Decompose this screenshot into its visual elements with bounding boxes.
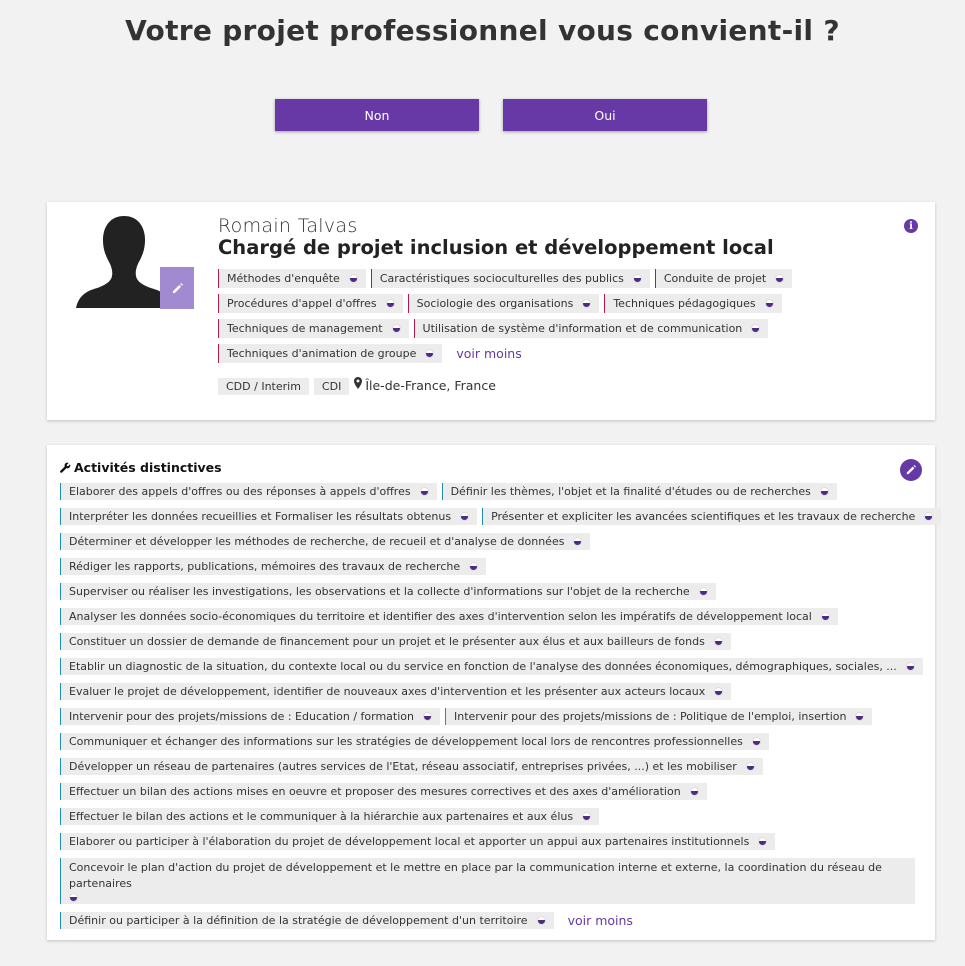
skills-row bbox=[218, 344, 898, 363]
activity-tag[interactable]: Elaborer ou participer à l'élaboration du projet de développement local et apporter un appui aux partenaires institutionnels bbox=[60, 833, 775, 850]
info-icon[interactable]: i bbox=[904, 219, 918, 233]
activity-tag[interactable]: Etablir un diagnostic de la situation, du contexte local ou du service en fonction de l'analyse des données économiques, démographiques, sociales, ... bbox=[60, 658, 923, 675]
activity-row bbox=[60, 758, 920, 775]
level-icon bbox=[821, 612, 830, 621]
activity-tag[interactable]: Développer un réseau de partenaires (autres services de l'Etat, réseau associatif, entreprises privées, ...) et les mobiliser bbox=[60, 758, 763, 775]
activity-row bbox=[60, 658, 920, 675]
skill-tag[interactable]: Techniques d'animation de groupe bbox=[218, 344, 442, 363]
level-icon bbox=[690, 787, 699, 796]
level-icon bbox=[714, 687, 723, 696]
activity-tag[interactable]: Effectuer le bilan des actions et le communiquer à la hiérarchie aux partenaires et aux élus bbox=[60, 808, 599, 825]
activity-row bbox=[60, 808, 920, 825]
pencil-icon bbox=[172, 283, 183, 294]
level-icon bbox=[460, 512, 469, 521]
activity-row bbox=[60, 508, 920, 525]
activity-row bbox=[60, 833, 920, 850]
profile-card bbox=[47, 202, 935, 420]
project-question: Votre projet professionnel vous convient-il ? bbox=[125, 14, 840, 47]
level-icon bbox=[775, 274, 784, 283]
level-icon bbox=[765, 299, 774, 308]
skills-row bbox=[218, 269, 898, 288]
activity-tag[interactable]: Définir les thèmes, l'objet et la finalité d'études ou de recherches bbox=[442, 483, 837, 500]
activity-tag[interactable]: Déterminer et développer les méthodes de recherche, de recueil et d'analyse de données bbox=[60, 533, 590, 550]
activity-row bbox=[60, 683, 920, 700]
level-icon bbox=[746, 762, 755, 771]
skill-tag[interactable]: Procédures d'appel d'offres bbox=[218, 294, 403, 313]
skill-tag[interactable]: Sociologie des organisations bbox=[408, 294, 600, 313]
level-icon bbox=[69, 893, 78, 902]
activities-see-less-link[interactable]: voir moins bbox=[567, 913, 633, 928]
activity-tag[interactable]: Elaborer des appels d'offres ou des réponses à appels d'offres bbox=[60, 483, 437, 500]
activities-heading: Activités distinctives bbox=[60, 460, 222, 475]
activity-row bbox=[60, 608, 920, 625]
level-icon bbox=[582, 299, 591, 308]
activity-row bbox=[60, 708, 920, 725]
level-icon bbox=[537, 916, 546, 925]
yes-button[interactable]: Oui bbox=[503, 99, 707, 131]
activity-tag[interactable]: Analyser les données socio-économiques du territoire et identifier des axes d'intervention selon les impératifs de développement local bbox=[60, 608, 838, 625]
activity-row bbox=[60, 558, 920, 575]
level-icon bbox=[349, 274, 358, 283]
activity-row bbox=[60, 483, 920, 500]
activity-tag[interactable]: Constituer un dossier de demande de financement pour un projet et le présenter aux élus et aux bailleurs de fonds bbox=[60, 633, 731, 650]
contract-tag: CDI bbox=[314, 378, 349, 395]
level-icon bbox=[582, 812, 591, 821]
level-icon bbox=[573, 537, 582, 546]
skill-tag[interactable]: Conduite de projet bbox=[655, 269, 792, 288]
activity-row bbox=[60, 858, 920, 904]
activity-tag[interactable]: Rédiger les rapports, publications, mémoires des travaux de recherche bbox=[60, 558, 486, 575]
level-icon bbox=[855, 712, 864, 721]
skill-tag[interactable]: Méthodes d'enquête bbox=[218, 269, 366, 288]
map-pin-icon bbox=[354, 377, 362, 389]
activity-row bbox=[60, 912, 920, 929]
level-icon bbox=[820, 487, 829, 496]
activity-tag[interactable]: Communiquer et échanger des informations sur les stratégies de développement local lors de rencontres professionnelles bbox=[60, 733, 769, 750]
level-icon bbox=[420, 487, 429, 496]
activity-tag[interactable]: Présenter et expliciter les avancées scientifiques et les travaux de recherche bbox=[482, 508, 941, 525]
level-icon bbox=[714, 637, 723, 646]
skills-row bbox=[218, 319, 898, 338]
skill-tag[interactable]: Utilisation de système d'information et de communication bbox=[414, 319, 769, 338]
location: Île-de-France, France bbox=[365, 377, 496, 393]
skills-list bbox=[218, 269, 898, 369]
activity-tag[interactable]: Evaluer le projet de développement, identifier de nouveaux axes d'intervention et les présenter aux acteurs locaux bbox=[60, 683, 731, 700]
contract-types bbox=[218, 378, 496, 395]
activity-tag[interactable]: Définir ou participer à la définition de la stratégie de développement d'un territoire bbox=[60, 912, 554, 929]
activity-row bbox=[60, 733, 920, 750]
skill-tag[interactable]: Techniques de management bbox=[218, 319, 409, 338]
skills-see-less-link[interactable]: voir moins bbox=[456, 346, 522, 361]
job-title: Chargé de projet inclusion et développement local bbox=[218, 236, 774, 259]
level-icon bbox=[425, 349, 434, 358]
level-icon bbox=[924, 512, 933, 521]
level-icon bbox=[633, 274, 642, 283]
skills-row bbox=[218, 294, 898, 313]
activity-row bbox=[60, 633, 920, 650]
activity-tag[interactable]: Intervenir pour des projets/missions de : Education / formation bbox=[60, 708, 440, 725]
skill-tag[interactable]: Techniques pédagogiques bbox=[604, 294, 781, 313]
activities-list bbox=[60, 483, 920, 937]
contract-tag: CDD / Interim bbox=[218, 378, 309, 395]
avatar bbox=[76, 216, 172, 308]
level-icon bbox=[699, 587, 708, 596]
activity-tag[interactable]: Intervenir pour des projets/missions de : Politique de l'emploi, insertion bbox=[445, 708, 872, 725]
level-icon bbox=[906, 662, 915, 671]
activity-row bbox=[60, 783, 920, 800]
level-icon bbox=[758, 837, 767, 846]
skill-tag[interactable]: Caractéristiques socioculturelles des publics bbox=[371, 269, 650, 288]
user-name: Romain Talvas bbox=[218, 215, 358, 237]
activity-tag[interactable]: Interpréter les données recueillies et Formaliser les résultats obtenus bbox=[60, 508, 477, 525]
level-icon bbox=[752, 737, 761, 746]
activity-row bbox=[60, 533, 920, 550]
no-button[interactable]: Non bbox=[275, 99, 479, 131]
level-icon bbox=[386, 299, 395, 308]
activity-tag[interactable]: Superviser ou réaliser les investigations, les observations et la collecte d'informations sur l'objet de la recherche bbox=[60, 583, 716, 600]
level-icon bbox=[751, 324, 760, 333]
activity-tag[interactable]: Concevoir le plan d'action du projet de développement et le mettre en place par la communication interne et externe, la coordination du réseau de partenaires bbox=[60, 858, 915, 904]
level-icon bbox=[423, 712, 432, 721]
activity-row bbox=[60, 583, 920, 600]
edit-activities-button[interactable] bbox=[900, 459, 922, 481]
activities-card bbox=[47, 445, 935, 940]
activity-tag[interactable]: Effectuer un bilan des actions mises en oeuvre et proposer des mesures correctives et des axes d'amélioration bbox=[60, 783, 707, 800]
level-icon bbox=[469, 562, 478, 571]
edit-photo-button[interactable] bbox=[160, 267, 194, 309]
level-icon bbox=[392, 324, 401, 333]
pencil-icon bbox=[906, 465, 916, 475]
wrench-icon bbox=[60, 462, 71, 473]
